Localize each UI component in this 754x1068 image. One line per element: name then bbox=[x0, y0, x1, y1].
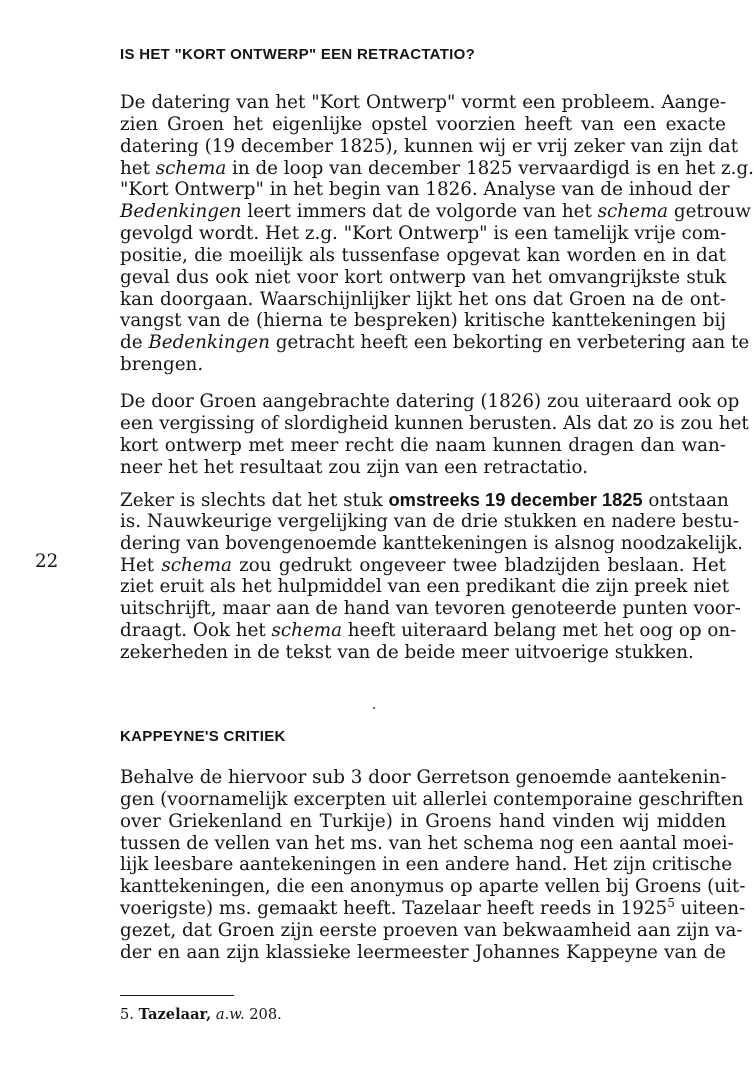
footnote-author: Tazelaar, bbox=[138, 1006, 212, 1023]
text-line bbox=[120, 201, 751, 223]
text-run: het bbox=[120, 157, 156, 179]
footnote-number: 5. bbox=[120, 1006, 134, 1023]
bold-date: omstreeks 19 december 1825 bbox=[388, 489, 643, 510]
text-line: is. Nauwkeurige vergelijking van de drie stukken en nadere bestu- bbox=[120, 510, 740, 532]
text-line: zekerheden in de tekst van de beide meer uitvoerige stukken. bbox=[120, 641, 694, 663]
footnote-abbrev: a.w. bbox=[215, 1006, 245, 1023]
text-run: Het bbox=[120, 554, 162, 576]
section-heading-retractatio: IS HET "KORT ONTWERP" EEN RETRACTATIO? bbox=[120, 46, 476, 63]
print-speck bbox=[373, 707, 375, 709]
text-run: draagt. Ook het bbox=[120, 620, 272, 642]
text-line bbox=[120, 489, 729, 511]
text-line: gevolgd wordt. Het z.g. "Kort Ontwerp" is een tamelijk vrije com- bbox=[120, 223, 727, 245]
page-number: 22 bbox=[35, 551, 59, 572]
text-run: voerigste) ms. gemaakt heeft. Tazelaar heeft reeds in 1925 bbox=[120, 898, 668, 920]
text-line: "Kort Ontwerp" in het begin van 1826. Analyse van de inhoud der bbox=[120, 179, 730, 201]
text-run: zou gedrukt ongeveer twee bladzijden beslaan. Het bbox=[231, 554, 726, 576]
footnote-divider bbox=[120, 995, 234, 996]
text-line: dering van bovengenoemde kanttekeningen is alsnog noodzakelijk. bbox=[120, 532, 743, 554]
text-line: lijk leesbare aantekeningen in een andere hand. Het zijn critische bbox=[120, 854, 733, 876]
text-line: kort ontwerp met meer recht die naam kunnen dragen dan wan- bbox=[120, 434, 726, 456]
text-line bbox=[120, 620, 737, 642]
footnote-page: 208. bbox=[249, 1006, 282, 1023]
text-line: vangst van de (hierna te bespreken) kritische kanttekeningen bij bbox=[120, 310, 726, 332]
text-line: der en aan zijn klassieke leermeester Johannes Kappeyne van de bbox=[120, 941, 726, 963]
text-line: over Griekenland en Turkije) in Groens hand vinden wij midden bbox=[120, 810, 726, 832]
text-run: in de loop van december 1825 vervaardigd is en het z.g. bbox=[226, 157, 754, 179]
text-line: Behalve de hiervoor sub 3 door Gerretson genoemde aantekenin- bbox=[120, 767, 727, 788]
text-run: leert immers dat de volgorde van het bbox=[241, 201, 598, 223]
text-line: gezet, dat Groen zijn eerste proeven van bekwaamheid aan zijn va- bbox=[120, 919, 743, 941]
text-line: een vergissing of slordigheid kunnen berusten. Als dat zo is zou het bbox=[120, 412, 749, 434]
text-run: uiteen- bbox=[674, 898, 746, 920]
text-line: neer het het resultaat zou zijn van een retractatio. bbox=[120, 456, 589, 478]
paragraph-zeker bbox=[120, 489, 743, 664]
section-heading-kappeyne: KAPPEYNE'S CRITIEK bbox=[120, 728, 286, 745]
text-line bbox=[120, 555, 726, 577]
text-run: heeft uiteraard belang met het oog op on- bbox=[342, 620, 737, 642]
italic-term: schema bbox=[271, 620, 342, 642]
text-line: De datering van het "Kort Ontwerp" vormt een probleem. Aange- bbox=[120, 92, 726, 113]
text-line: gen (voornamelijk excerpten uit allerlei contemporaine geschriften bbox=[120, 788, 744, 810]
text-line: tussen de vellen van het ms. van het schema nog een aantal moei- bbox=[120, 832, 734, 854]
italic-term: schema bbox=[155, 157, 227, 179]
paragraph-datering bbox=[120, 92, 754, 376]
text-line: kan doorgaan. Waarschijnlijker lijkt het ons dat Groen na de ont- bbox=[120, 288, 726, 310]
text-line: zien Groen het eigenlijke opstel voorzien heeft van een exacte bbox=[120, 113, 726, 135]
text-line: brengen. bbox=[120, 354, 204, 376]
text-run: de bbox=[120, 332, 149, 354]
text-line: geval dus ook niet voor kort ontwerp van het omvangrijkste stuk bbox=[120, 266, 726, 288]
text-line bbox=[120, 895, 746, 920]
text-line: datering (19 december 1825), kunnen wij er vrij zeker van zijn dat bbox=[120, 135, 739, 157]
text-run: getrouw bbox=[668, 201, 751, 223]
text-line: uitschrijft, maar aan de hand van tevoren genoteerde punten voor- bbox=[120, 598, 741, 620]
italic-term: schema bbox=[597, 201, 669, 223]
footnote-ref[interactable]: 5 bbox=[667, 895, 675, 910]
paragraph-vergissing bbox=[120, 391, 749, 478]
paragraph-behalve bbox=[120, 767, 746, 964]
italic-term: Bedenkingen bbox=[120, 201, 242, 223]
text-line: kanttekeningen, die een anonymus op aparte vellen bij Groens (uit- bbox=[120, 876, 746, 898]
italic-term: Bedenkingen bbox=[148, 332, 270, 354]
text-line: positie, die moeilijk als tussenfase opgevat kan worden en in dat bbox=[120, 244, 726, 266]
text-line: De door Groen aangebrachte datering (1826) zou uiteraard ook op bbox=[120, 391, 740, 412]
text-run: Zeker is slechts dat het stuk bbox=[120, 490, 389, 511]
italic-term: schema bbox=[161, 554, 232, 576]
text-line: ziet eruit als het hulpmiddel van een predikant die zijn preek niet bbox=[120, 576, 730, 598]
text-run: getracht heeft een bekorting en verbetering aan te bbox=[269, 332, 750, 354]
text-line bbox=[120, 157, 754, 180]
text-run: ontstaan bbox=[642, 490, 729, 511]
text-line bbox=[120, 332, 750, 354]
footnote bbox=[120, 1006, 282, 1023]
